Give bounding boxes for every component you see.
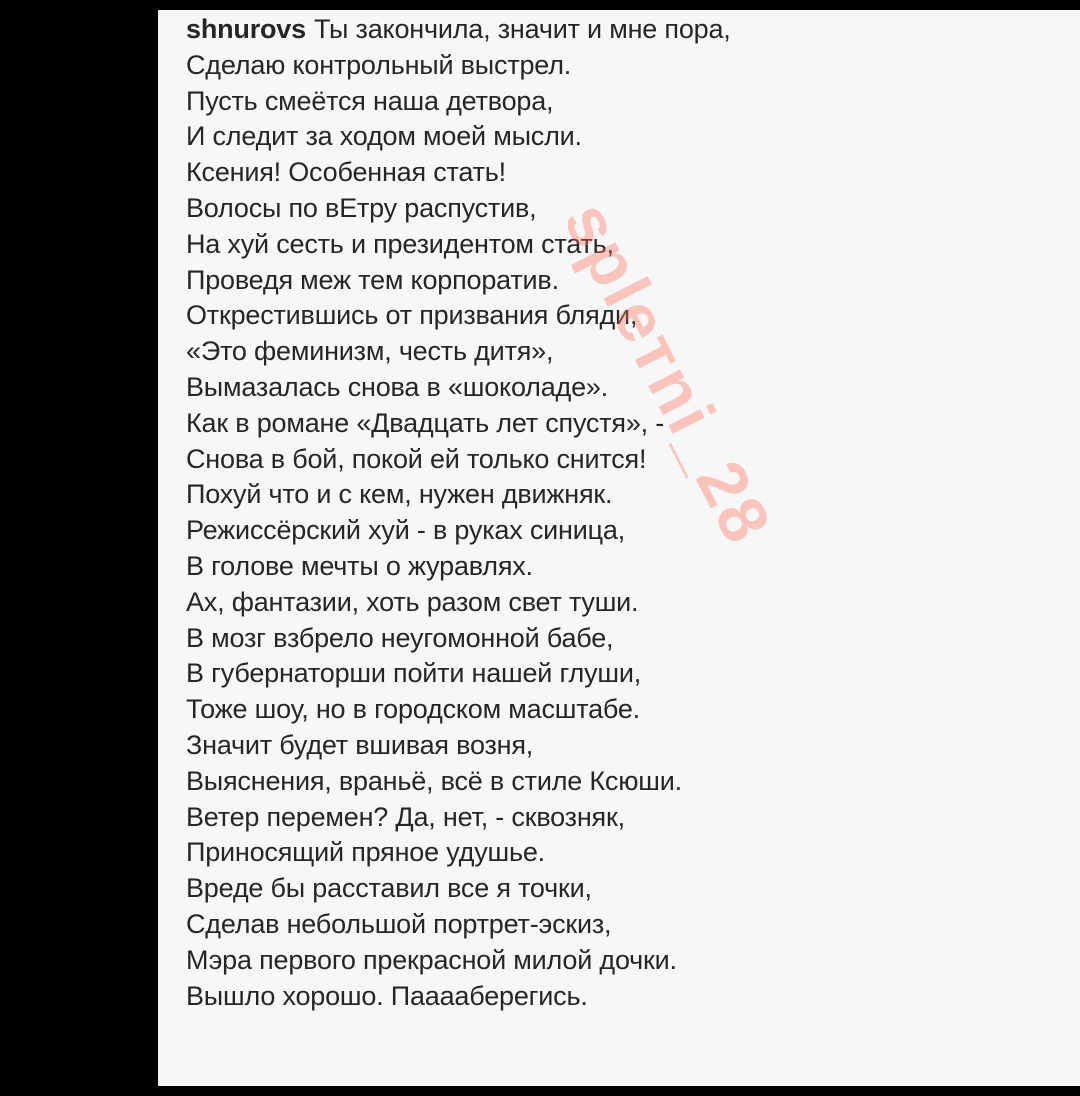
caption-line bbox=[186, 12, 1066, 48]
caption-line: Вреде бы расставил все я точки, bbox=[186, 873, 592, 904]
caption-line: Открестившись от призвания бляди, bbox=[186, 300, 638, 331]
caption-line: Как в романе «Двадцать лет спустя», - bbox=[186, 407, 665, 438]
caption-line: Ксения! Особенная стать! bbox=[186, 157, 506, 188]
watermark-text: splетni_28 bbox=[549, 190, 787, 557]
caption-line: Вышло хорошо. Пааааберегись. bbox=[186, 980, 588, 1011]
caption-line: Режиссёрский хуй - в руках синица, bbox=[186, 515, 626, 546]
caption-line: Сделаю контрольный выстрел. bbox=[186, 49, 572, 80]
caption-line: Волосы по вЕтру распустив, bbox=[186, 192, 537, 223]
username-link[interactable]: shnurovs bbox=[186, 14, 306, 44]
caption-line: Вымазалась снова в «шоколаде». bbox=[186, 371, 609, 402]
caption-line: В губернаторши пойти нашей глуши, bbox=[186, 658, 642, 689]
caption-line: Пусть смеётся наша детвора, bbox=[186, 85, 554, 116]
caption-line: Значит будет вшивая возня, bbox=[186, 729, 534, 760]
post-caption-card bbox=[158, 10, 1080, 1086]
caption-line: В голове мечты о журавлях. bbox=[186, 550, 533, 581]
caption-line: Приносящий пряное удушье. bbox=[186, 837, 545, 868]
caption-line: Ах, фантазии, хоть разом свет туши. bbox=[186, 586, 639, 617]
caption-line: Тоже шоу, но в городском масштабе. bbox=[186, 694, 640, 725]
caption-line: И следит за ходом моей мысли. bbox=[186, 121, 582, 152]
caption-line: «Это феминизм, честь дитя», bbox=[186, 336, 554, 367]
caption-line: Ветер перемен? Да, нет, - сквозняк, bbox=[186, 801, 625, 832]
caption-line: Снова в бой, покой ей только снится! bbox=[186, 443, 647, 474]
post-caption bbox=[186, 12, 1066, 1014]
caption-line: На хуй сесть и президентом стать, bbox=[186, 228, 614, 259]
caption-line-text: Ты закончила, значит и мне пора, bbox=[313, 14, 731, 44]
caption-line: Сделав небольшой портрет-эскиз, bbox=[186, 908, 612, 939]
caption-line: Выяснения, враньё, всё в стиле Ксюши. bbox=[186, 765, 682, 796]
caption-line: В мозг взбрело неугомонной бабе, bbox=[186, 622, 614, 653]
caption-line: Проведя меж тем корпоратив. bbox=[186, 264, 559, 295]
caption-line: Мэра первого прекрасной милой дочки. bbox=[186, 944, 677, 975]
caption-line: Похуй что и с кем, нужен движняк. bbox=[186, 479, 613, 510]
